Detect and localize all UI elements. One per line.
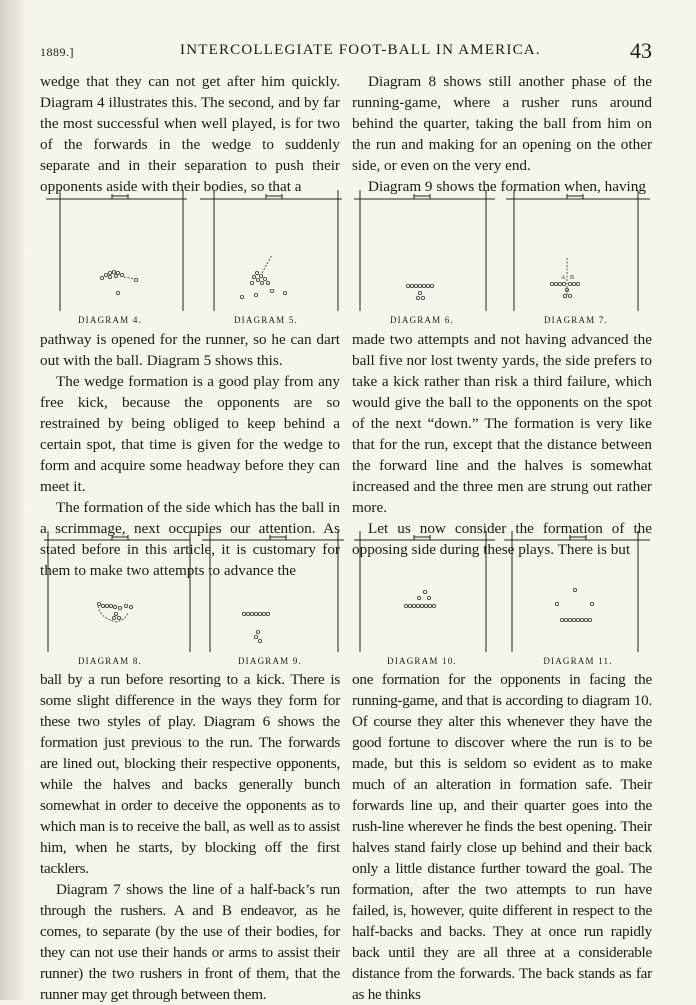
diagrams-8-9-field [40, 528, 346, 656]
paragraph: The wedge formation is a good play from any free kick, because the opponents are so restrained by being obliged to keep behind a certain spot, that time is given for the wedge to form and acquire some headway before they can meet it. [40, 373, 340, 495]
diagram-6-caption: DIAGRAM 6. [389, 315, 454, 325]
page-gutter-shadow [0, 0, 26, 1000]
middle-right-column [352, 329, 652, 560]
lower-left-column [40, 669, 340, 1005]
lower-right-column [352, 669, 652, 1005]
diagram-10-caption: DIAGRAM 10. [387, 656, 457, 666]
folio-year: 1889.] [40, 45, 74, 59]
paragraph: pathway is opened for the runner, so he can dart out with the ball. Diagram 5 shows this. [40, 331, 340, 369]
paragraph: made two attempts and not having advanced the ball five nor lost twenty yards, the side prefers to take a kick rather than risk a third failure, which would give the ball to the opponents on the spot of the next “down.” The formation is very like that for the run, except that the distance between the forward line and the halves is somewhat increased and the three men are strung out rather more. [352, 331, 652, 516]
diagram-9-caption: DIAGRAM 9. [237, 656, 302, 666]
upper-left-column [40, 71, 340, 197]
diagrams-6-7-field [352, 187, 652, 315]
paragraph: Diagram 9 shows the formation when, having [368, 178, 646, 195]
paragraph: wedge that they can not get after him quickly. Diagram 4 illustrates this. The second, and by far the most successful when well played, is for two of the forwards in the wedge to suddenly separate and in their separation to push their opponents aside with their bodies, so that a [40, 73, 340, 195]
page-number: 43 [630, 38, 652, 63]
diagram-row-top [40, 187, 652, 327]
diagram7-label-a: A [561, 275, 566, 281]
diagram-8-caption: DIAGRAM 8. [77, 656, 142, 666]
diagram-11-caption: DIAGRAM 11. [543, 656, 613, 666]
paragraph: The formation of the side which has the ball in a scrimmage, next occupies our attention. As stated before in this article, it is customary for them to make two attempts to advance the [40, 499, 340, 579]
diagrams-10-11-field [352, 528, 652, 656]
running-title: INTERCOLLEGIATE FOOT-BALL IN AMERICA. [180, 42, 541, 58]
diagram-row-bottom [40, 528, 652, 668]
running-header [40, 38, 652, 68]
paragraph: Let us now consider the formation of the opposing side during these plays. There is but [352, 520, 652, 558]
diagram-5-caption: DIAGRAM 5. [233, 315, 298, 325]
diagram7-label-b: B [570, 275, 575, 281]
diagram-4-caption: DIAGRAM 4. [77, 315, 142, 325]
paragraph: Diagram 7 shows the line of a half-back’s run through the rushers. A and B endeavor, as he comes, to separate (by the use of their bodies, for they can not use their hands or arms to assist their runner) the two rushers in front of them, that the runner may get through between them. [40, 881, 340, 1003]
paragraph: Diagram 8 shows still another phase of the running-game, where a rusher runs around behind the quarter, taking the ball from him on the run and making for an opening on the other side, or even on the very end. [352, 73, 652, 174]
paragraph: one formation for the opponents in facing the running-game, and that is according to diagram 10. Of course they alter this whenever they have the good fortune to discover where the run is to be made, but this is seldom so evident as to make much of an alteration in formation safe. Their forwards line up, and their quarter goes into the rush-line wherever he finds the best opening. Their halves stand fairly close up behind and their back only a little distance further toward the goal. The formation, after the two attempts to run have failed, is, however, quite different in respect to the half-backs and backs. They at once run rapidly back until they are all three at a considerable distance from the forwards. The back stands as far as he thinks [352, 671, 652, 1003]
diagram-7-caption: DIAGRAM 7. [543, 315, 608, 325]
diagrams-4-5-field [40, 187, 346, 315]
paragraph: ball by a run before resorting to a kick. There is some slight difference in the ways they form for these two styles of play. Diagram 6 shows the formation just previous to the run. The forwards are lined out, blocking their respective opponents, while the halves and backs generally bunch somewhat in order to deceive the opponents as to which man is to receive the ball, as well as to assist him, when he starts, by blocking off the first tacklers. [40, 671, 340, 877]
upper-right-column [352, 71, 652, 197]
